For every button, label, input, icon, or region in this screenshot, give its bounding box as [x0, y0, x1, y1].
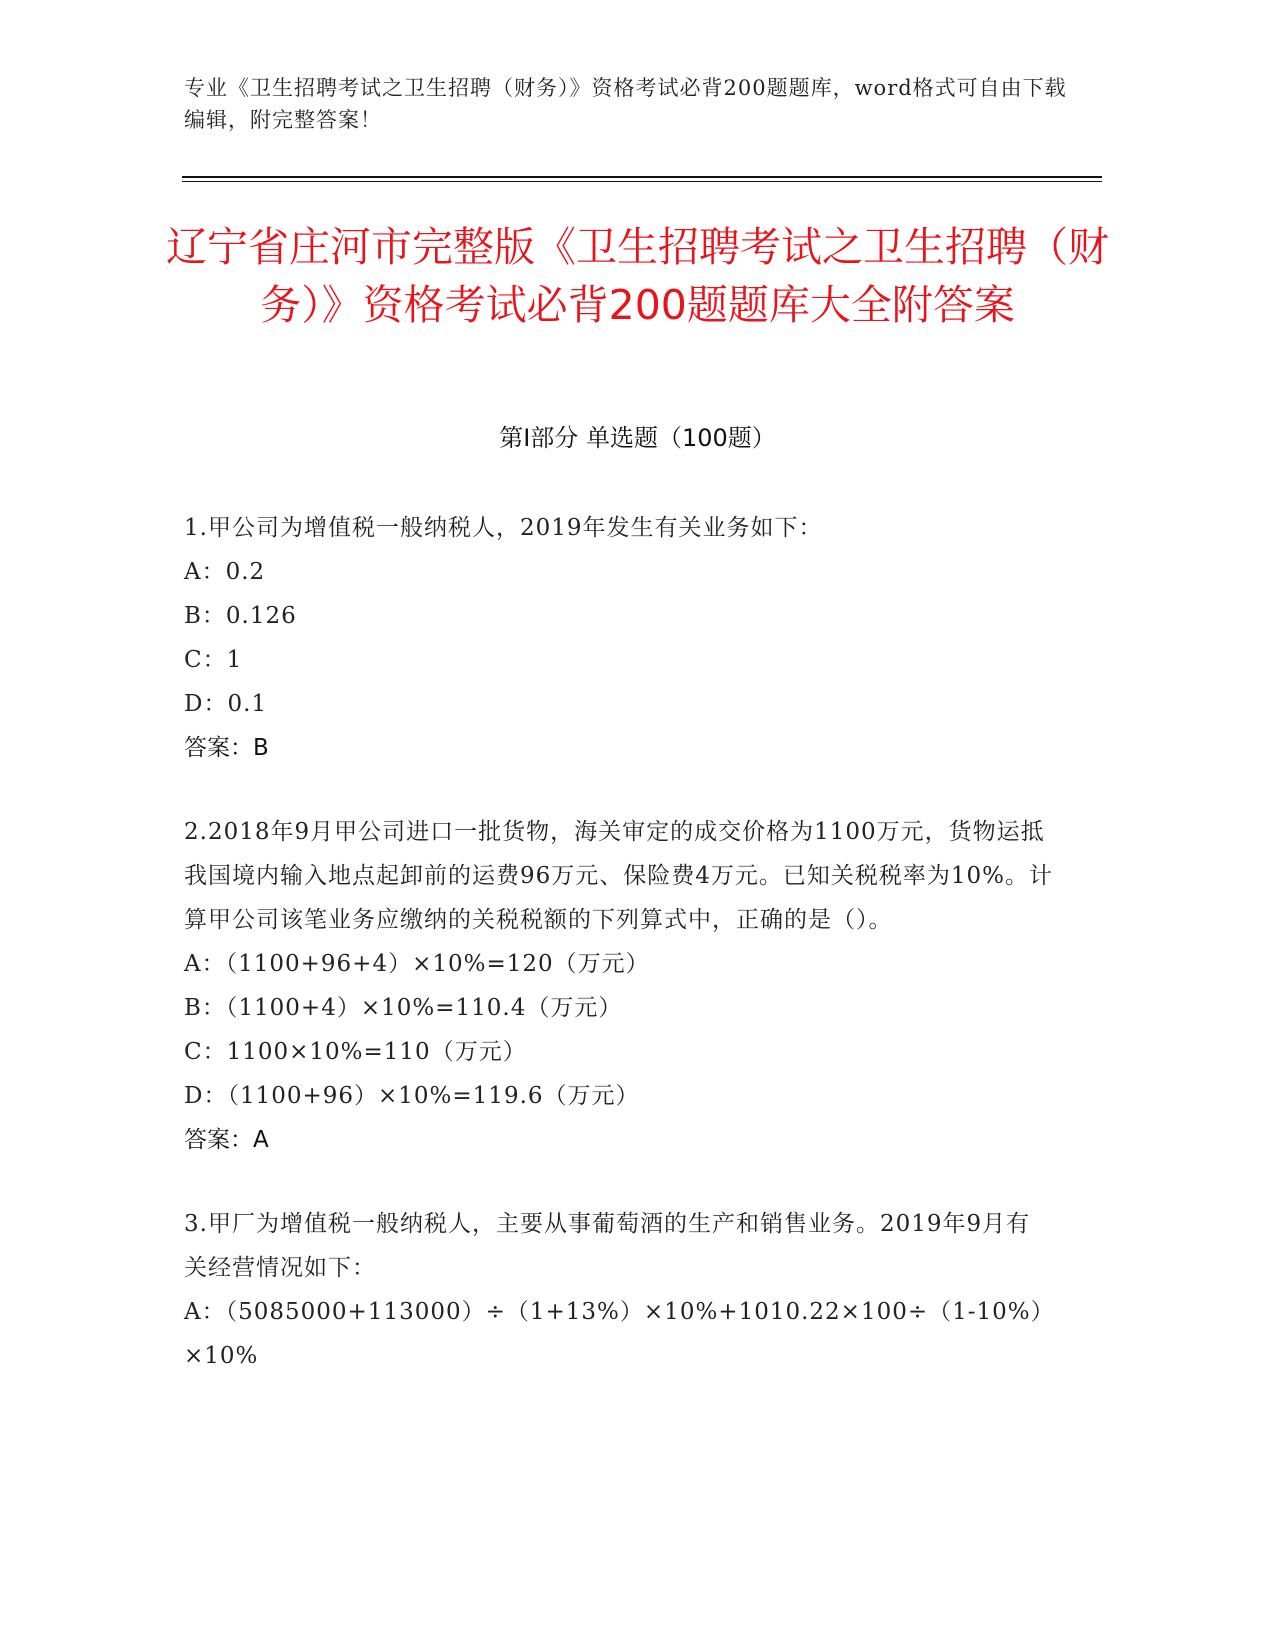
option-b: B：（1100+4）×10%=110.4（万元）	[184, 995, 623, 1021]
question-stem: 1.甲公司为增值税一般纳税人，2019年发生有关业务如下：	[184, 515, 823, 541]
option-c: C：1100×10%=110（万元）	[184, 1039, 527, 1065]
option-c: C：1	[184, 647, 243, 673]
section-heading: 第Ⅰ部分 单选题（100题）	[499, 424, 776, 452]
header-rule-thin	[182, 181, 1102, 182]
question-list	[184, 506, 1054, 1418]
answer-line: 答案：B	[184, 735, 269, 761]
option-d: D：0.1	[184, 691, 268, 717]
option-d: D：（1100+96）×10%=119.6（万元）	[184, 1083, 640, 1109]
question-stem: 2.2018年9月甲公司进口一批货物，海关审定的成交价格为1100万元，货物运抵我国境内输入地点起卸前的运费96万元、保险费4万元。已知关税税率为10%。计算甲公司该笔业务应缴纳的关税税额的下列算式中，正确的是（）。	[184, 819, 1054, 933]
answer-line: 答案：A	[184, 1127, 269, 1153]
question-1	[184, 506, 1054, 770]
option-b: B：0.126	[184, 603, 297, 629]
question-stem: 3.甲厂为增值税一般纳税人，主要从事葡萄酒的生产和销售业务。2019年9月有关经营情况如下：	[184, 1211, 1031, 1281]
option-a: A：0.2	[184, 559, 266, 585]
question-2	[184, 810, 1054, 1162]
option-a: A：（1100+96+4）×10%=120（万元）	[184, 951, 650, 977]
header-note: 专业《卫生招聘考试之卫生招聘（财务）》资格考试必背200题题库，word格式可自由下载编辑，附完整答案！	[184, 76, 1067, 132]
document-title: 辽宁省庄河市完整版《卫生招聘考试之卫生招聘（财务）》资格考试必背200题题库大全附答案	[166, 223, 1109, 329]
question-3	[184, 1202, 1054, 1378]
option-a: A：（5085000+113000）÷（1+13%）×10%+1010.22×100÷（1-10%）×10%	[184, 1299, 1044, 1369]
header-rule-thick	[182, 176, 1102, 178]
